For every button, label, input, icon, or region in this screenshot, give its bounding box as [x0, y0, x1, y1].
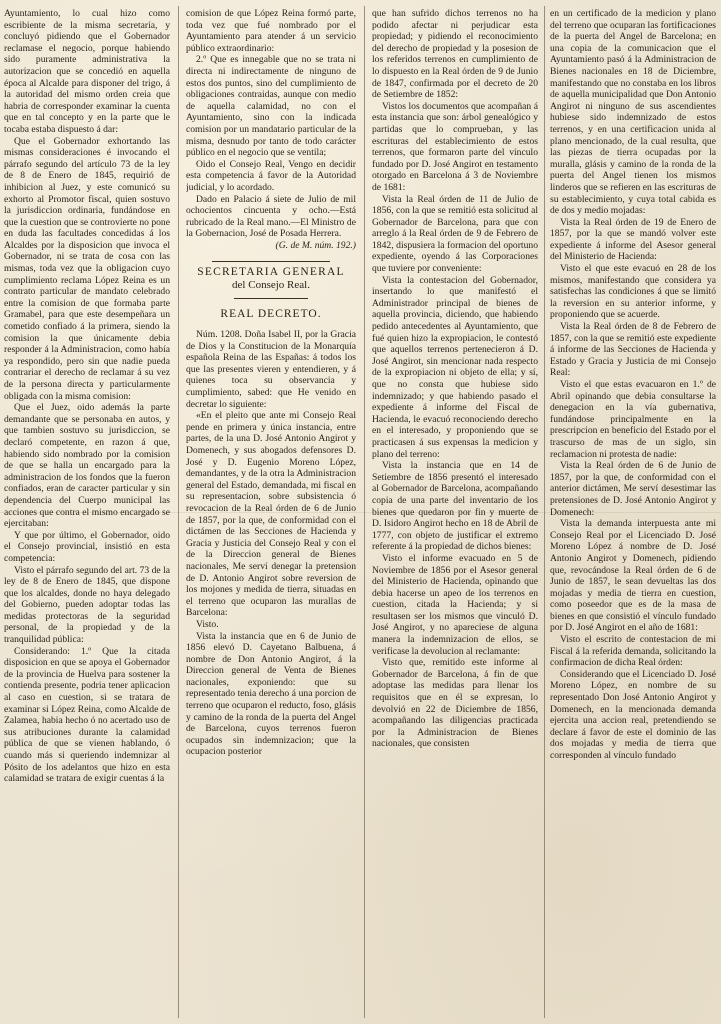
paragraph: Visto. — [196, 618, 219, 630]
paragraph: Considerando: 1.º Que la citada disposicion en que se apoya el Gobernador de la provincia de Huelva para sostener la contienda presente, podria tener aplicacion al caso en cuestion, si se tratara de examinar si López Reina, como Alcalde de Zalamea, habia hecho ó no acertado uso de sus atribuciones durante la calamidad pública de que se vienen hablando, ó cuando más si queriendo indemnizar al Pósito de los adelantos que hizo en esta calamidad se tratara de exigir cuentas á la — [4, 645, 170, 785]
paragraph: en un certificado de la medicion y plano del terreno que ocuparan las fortificaciones de la puerta del Angel de Barcelona; en una copia de la comunicacion que el Ayuntamiento pasó á la Administracion de Bienes nacionales en 18 de Diciembre, manifestando que no constaba en los libros de aquella municipalidad que Don Antonio Angirot ni ninguno de sus ascendientes hubiese sido indemnizado de estos terrenos, y en una certificacion unida al plano mencionado, de la cual resulta, que las piezas de tierra ocupadas por la muralla, glásis y camino de la ronda de la puerta del Angel tienen los mismos linderos que se refieren en las escrituras de su establecimiento, y cuya total cabida es de dos y medio mojadas: — [550, 8, 716, 217]
paragraph: Visto el escrito de contestacion de mi Fiscal á la referida demanda, solicitando la confirmacion de dicha Real órden: — [550, 634, 716, 669]
divider — [234, 298, 308, 299]
paragraph: Núm. 1208. Doña Isabel II, por la Gracia de Dios y la Constitucion de la Monarquía española Reina de las Españas: á todos los que las presentes vieren y entendieren, y á quienes toca su observancia y cumplimiento, sabed: que He venido en decretar lo siguiente: — [186, 329, 356, 410]
paragraph: Vista la Real órden de 11 de Julio de 1856, con la que se remitió esta solicitud al Gobernador de Barcelona, para que con arreglo á la Real órden de 9 de Febrero de 1842, dispusiera la formacion del oportuno expediente, oyendo á las Corporaciones que tuviere por conveniente: — [372, 193, 538, 275]
paragraph: comision de que López Reina formó parte, toda vez que fué nombrado por el Ayuntamiento para atender á un servicio público extraordinario: — [186, 8, 356, 54]
paragraph: Dado en Palacio á siete de Julio de mil ochocientos cincuenta y ocho.—Está rubricado de la Real mano.—El Ministro de la Gobernacion, José de Posada Herrera. — [186, 193, 356, 240]
paragraph: 2.º Que es innegable que no se trata ni directa ni indirectamente de ninguno de estos dos puntos, sino del cumplimiento de obligaciones contraidas, aunque con medio de aquella calamidad, no con el Ayuntamiento, sino con la indicada comision por un mandatario particular de la misma, desnudo por tanto de todo carácter público en el negocio que se ventila; — [186, 54, 356, 159]
paragraph: Visto que, remitido este informe al Gobernador de Barcelona, á fin de que adoptase las medidas para llenar los requisitos que en él se expresan, lo devolvió en 22 de Diciembre de 1856, acompañando las diligencias practicada por la Administracion de Bienes nacionales, que consisten — [372, 657, 538, 750]
column-1 — [4, 8, 170, 1018]
paragraph: Vista la Real órden de 6 de Junio de 1857, por la que, de conformidad con el anterior dictámen, Me serví desestimar las pretensiones de D. José Antonio Angirot y Domenech: — [550, 460, 716, 518]
paragraph: Visto el que estas evacuaron en 1.º de Abril opinando que debia consultarse la denegacion en la vía gubernativa, fundándose principalmente en la prescripcion en beneficio del Estado por el trascurso de mas de un siglo, sin reclamacion ni protesta de nadie: — [550, 379, 716, 460]
decree-title: REAL DECRETO. — [220, 308, 322, 321]
column-2 — [186, 8, 356, 1018]
paragraph: Vista la contestacion del Gobernador, insertando lo que manifestó el Administrador principal de bienes de aquella provincia, diciendo, que habiendo pedido antecedentes al Ayuntamiento, que fué quien hizo la expropiacion, le contestó que aquellos terrenos pertenecieron á D. José Angirot, sin mencionar nada respecto de la expropiacion ni objeto de ella; y sí, que no consta que hubiese sido indemnizado; y que habiendo pasado el expediente á informe del Fiscal de Hacienda, le evacuó reconociendo derecho en el interesado, y proponiendo que se practicasen á sus expensas la medicion y plano del terreno: — [372, 274, 538, 460]
paragraph: Oido el Consejo Real, Vengo en decidir esta competencia á favor de la Autoridad judicial, y lo acordado. — [186, 158, 356, 193]
column-divider — [544, 6, 545, 1018]
column-divider — [178, 6, 179, 1018]
paragraph: Visto el párrafo segundo del art. 73 de la ley de 8 de Enero de 1845, que dispone que los alcaldes, donde no haya delegado del Gobierno, pueden adoptar todas las medidas protectoras de la seguridad personal, de la propiedad y de la tranquilidad pública: — [4, 564, 170, 646]
paragraph: Vista la instancia que en 14 de Setiembre de 1856 presentó el interesado al Gobernador de Barcelona, acompañando copia de una parte del inventario de los bienes que quedaron por fin y muerte de D. Isidoro Angirot hecho en 18 de Abril de 1777, con objeto de justificar el extremo referente á la propiedad de dichos bienes: — [372, 460, 538, 553]
paragraph: «En el pleito que ante mi Consejo Real pende en primera y única instancia, entre partes, de la una D. José Antonio Angirot y Domenech, y sus abogados defensores D. José y D. Eugenio Moreno López, demandantes, y de la otra la Administracion general del Estado, demandada, mi fiscal en su representacion, sobre subsistencia ó revocacion de la Real órden de 6 de Junio de 1857, por la que, de conformidad con el dictámen de las Secciones de Hacienda y Gracia y Justicia del Consejo Real y con el de la Direccion general de Bienes nacionales, Me serví denegar la pretension de D. Antonio Angirot sobre reversion de los mojones y medida de tierra, situadas en el terreno que ocuparon las murallas de Barcelona: — [186, 410, 356, 619]
column-3 — [372, 8, 538, 1018]
paragraph: Que el Gobernador exhortando las mismas consideraciones é invocando el párrafo segundo del artículo 73 de la ley de 8 de Enero de 1845, requirió de inhibicion al Juez, y este comunicó su exhorto al Promotor fiscal, quien sostuvo la jurisdiccion ordinaria, fundándose en que la cuestion que se controvierte no pone en duda las facultades concedidas á los Alcaldes por la disposicion que invoca el Gobernador, ni se trata de cosa con las mismas, toda vez que la obligacion cuyo cumplimiento reclama López Reina es un contrato particular de mandato celebrado entre la comision de que formaba parte Gramabel, para que este desempeñara un cometido confiado á la primera, siendo la comision la que únicamente debia responder á la Administracion, como había ya respondido, pero sin que nadie pueda contrariar el derecho de reclamar á su vez de la persona directa y particularmente obligada con la misma comision: — [4, 135, 170, 402]
paragraph: Considerando que el Licenciado D. José Moreno López, en nombre de su representado Don José Antonio Angirot y Domenech, en la mencionada demanda ejercita una accion real, pretendiendo se declare á favor de este el dominio de las dos mojadas y media de tierra que corresponden al vínculo fundado — [550, 668, 716, 761]
paragraph: Que el Juez, oido además la parte demandante que se personaba en autos, y que tambien sostuvo su jurisdiccion, se declaró competente, en razon á que, habiendo sido nombrado por la comision de que se halla un encargado para la administracion de los fondos que la fueron confiados, eran de caracter particular y sin dependencia del Cuerpo municipal las acciones que contra el mismo encargado se ejercitaban: — [4, 402, 170, 530]
section-subtitle: del Consejo Real. — [232, 279, 310, 292]
section-title: SECRETARIA GENERAL — [197, 266, 345, 279]
paragraph: Vista la Real órden de 19 de Enero de 1857, por la que se mandó volver este expediente á informe del Asesor general del Ministerio de Hacienda: — [550, 216, 716, 263]
section-header — [186, 261, 356, 299]
paragraph: Visto el informe evacuado en 5 de Noviembre de 1856 por el Asesor general del Ministerio de Hacienda, opinando que debia hacerse un apeo de los terrenos en cuestion, citada la Hacienda; y si resultasen ser los mismos que vinculó D. José Angirot, y no apareciese de alguna manera la indemnizacion de ellos, se verificase la devolucion al reclamante: — [372, 552, 538, 657]
paragraph: Y que por último, el Gobernador, oido el Consejo provincial, insistió en esta competencia: — [4, 529, 170, 564]
paragraph: Vista la instancia que en 6 de Junio de 1856 elevó D. Cayetano Balbuena, á nombre de Don Antonio Angirot, á la Direccion general de Venta de Bienes nacionales, exponiendo: que su representado tenia derecho á una porcion de terreno que ocuparon el reducto, foso, glásis y camino de la ronda de la puerta del Angel de Barcelona, cuyos terrenos fueron ocupados sin indemnizacion; que la ocupacion posterior — [186, 630, 356, 758]
column-divider — [364, 6, 365, 1018]
paragraph: Vista la Real órden de 8 de Febrero de 1857, con la que se remitió este expediente á informe de las Secciones de Hacienda y Estado y Gracia y Justicia de mi Consejo Real: — [550, 321, 716, 379]
paragraph: Vistos los documentos que acompañan á esta instancia que son: árbol genealógico y partidas que lo comprueban, y las escrituras del establecimiento de estos terrenos, que formaron parte del vínculo fundado por D. José Angirot en testamento otorgado en Barcelona á 3 de Noviembre de 1681: — [372, 100, 538, 193]
paragraph: que han sufrido dichos terrenos no ha podido afectar ni perjudicar esta propiedad; y pidiendo el reconocimiento del derecho de propiedad y la posesion de los referidos terrenos en cumplimiento de lo dispuesto en la Real órden de 9 de Junio de 1847, confirmada por el decreto de 20 de Setiembre de 1852: — [372, 8, 538, 101]
paragraph: Visto el que este evacuó en 28 de los mismos, manifestando que considera ya satisfechas las condiciones á que se limitó la reversion en su anterior informe, y proponiendo que se acuerde. — [550, 263, 716, 321]
paragraph: Vista la demanda interpuesta ante mi Consejo Real por el Licenciado D. José Moreno López á nombre de D. José Antonio Angirot y Domenech, pidiendo que, revocándose la Real órden de 6 de Junio de 1857, le sean devueltas las dos mojadas y media de tierra en cuestion, como poseedor que es de la masa de bienes en que consistió el vínculo fundado por D. José Angirot en el año de 1681: — [550, 518, 716, 634]
column-4 — [550, 8, 716, 1018]
paragraph: Ayuntamiento, lo cual hizo como escribiente de la misma secretaría, y concluyó pidiendo que el Gobernador reclamase el negocio, porque habiendo sido puramente administrativa la autorizacion que se concedió en aquella época al Alcalde para disponer del trigo, á la autoridad del mismo orden creia que habria de corresponder examinar la cuenta que en tal concepto y en la parte que le tocaba estaba dispuesto á dar: — [4, 8, 170, 135]
source-citation: (G. de M. núm. 192.) — [275, 239, 356, 251]
divider — [212, 261, 330, 262]
